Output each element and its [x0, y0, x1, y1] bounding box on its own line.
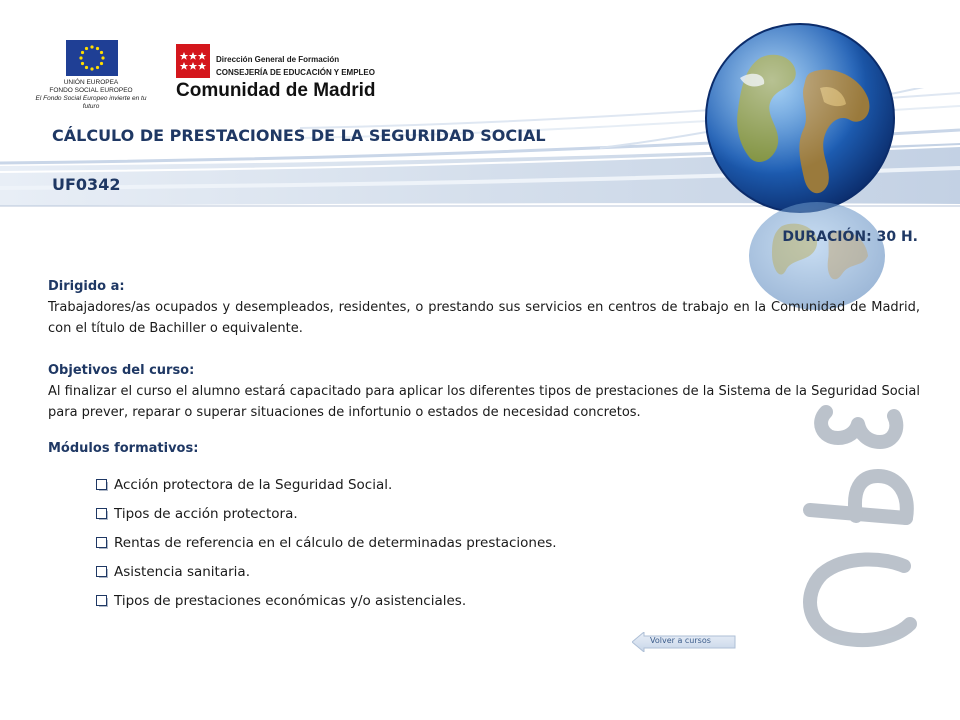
- eu-flag-icon: [66, 40, 118, 76]
- back-to-courses-button[interactable]: [632, 632, 736, 652]
- madrid-flag-icon: [176, 44, 210, 78]
- module-item: [96, 528, 557, 557]
- course-duration: DURACIÓN: 30 H.: [782, 229, 918, 245]
- comunidad-madrid-logo: [176, 44, 396, 104]
- madrid-logo-line1: Dirección General de Formación: [216, 55, 340, 64]
- checkbox-bullet-icon: [96, 566, 107, 577]
- modules-list: [96, 470, 557, 615]
- modules-heading: Módulos formativos:: [48, 441, 199, 456]
- objectives-text: Al finalizar el curso el alumno estará capacitado para aplicar los diferentes tipos de prestaciones de la Sistema de la Seguridad Social para prever, reparar o superar situaciones de infortunio o estados de necesidad concretos.: [48, 384, 920, 420]
- course-title: CÁLCULO DE PRESTACIONES DE LA SEGURIDAD SOCIAL: [52, 126, 546, 145]
- checkbox-bullet-icon: [96, 595, 107, 606]
- module-item: [96, 470, 557, 499]
- eu-logo-line1: UNIÓN EUROPEA: [63, 79, 119, 86]
- globe-icon: [700, 18, 900, 218]
- module-item: [96, 499, 557, 528]
- checkbox-bullet-icon: [96, 479, 107, 490]
- checkbox-bullet-icon: [96, 537, 107, 548]
- course-code: UF0342: [52, 175, 121, 194]
- madrid-logo-line3: Comunidad de Madrid: [176, 80, 376, 101]
- module-label: Asistencia sanitaria.: [114, 563, 250, 580]
- target-text: Trabajadores/as ocupados y desempleados, residentes, o prestando sus servicios en centros de trabajo en la Comunidad de Madrid, con el título de Bachiller o equivalente.: [48, 300, 920, 336]
- back-to-courses-label: Volver a cursos: [650, 636, 711, 645]
- module-item: [96, 557, 557, 586]
- module-label: Tipos de prestaciones económicas y/o asistenciales.: [114, 592, 467, 609]
- eu-logo-line2: FONDO SOCIAL EUROPEO: [49, 87, 133, 94]
- eu-logo: [30, 40, 152, 110]
- target-heading: Dirigido a:: [48, 279, 125, 294]
- objectives-section: [48, 360, 920, 423]
- objectives-heading: Objetivos del curso:: [48, 363, 195, 378]
- module-label: Rentas de referencia en el cálculo de determinadas prestaciones.: [114, 534, 557, 551]
- module-label: Tipos de acción protectora.: [114, 505, 298, 522]
- cp3-watermark-logo: [786, 398, 936, 658]
- checkbox-bullet-icon: [96, 508, 107, 519]
- target-section: [48, 276, 920, 339]
- module-label: Acción protectora de la Seguridad Social.: [114, 476, 393, 493]
- module-item: [96, 586, 557, 615]
- eu-logo-line3: El Fondo Social Europeo invierte en tu futuro: [35, 95, 147, 110]
- madrid-logo-line2: CONSEJERÍA DE EDUCACIÓN Y EMPLEO: [216, 68, 375, 77]
